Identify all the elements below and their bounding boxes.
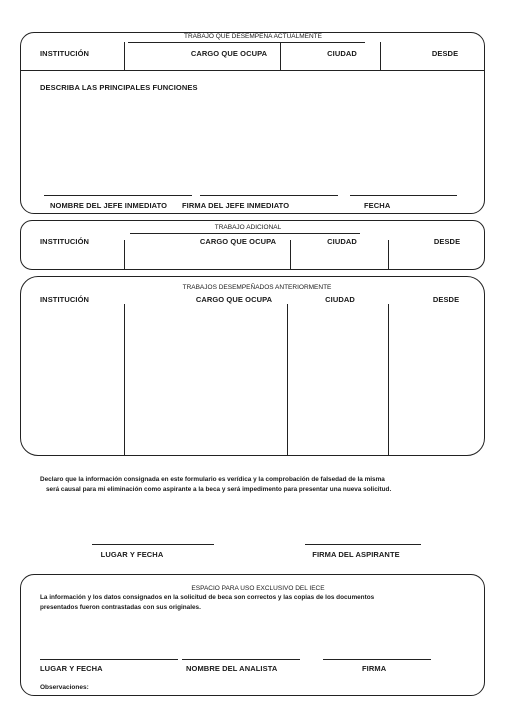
previous-jobs-divider-3 <box>388 304 389 456</box>
office-analista-label: NOMBRE DEL ANALISTA <box>186 664 278 673</box>
fecha-line[interactable] <box>350 195 457 196</box>
current-job-header-rule <box>20 70 485 71</box>
jefe-nombre-label: NOMBRE DEL JEFE INMEDIATO <box>50 201 168 210</box>
previous-jobs-title: TRABAJOS DESEMPEÑADOS ANTERIORMENTE <box>182 284 332 291</box>
funciones-label: DESCRIBA LAS PRINCIPALES FUNCIONES <box>40 83 198 92</box>
previous-jobs-col-cargo: CARGO QUE OCUPA <box>195 295 273 304</box>
current-job-col-institucion: INSTITUCIÓN <box>40 49 90 58</box>
current-job-divider-2 <box>280 42 281 70</box>
firma-aspirante-label: FIRMA DEL ASPIRANTE <box>312 550 400 559</box>
office-use-line-1: La información y los datos consignados en la solicitud de beca son correctos y las copias de los documentos <box>40 594 375 601</box>
previous-jobs-col-desde: DESDE <box>432 295 460 304</box>
current-job-title-rule <box>128 42 365 43</box>
office-firma-label: FIRMA <box>362 664 387 673</box>
office-lugar-fecha-line[interactable] <box>40 659 178 660</box>
additional-job-col-cargo: CARGO QUE OCUPA <box>199 237 277 246</box>
declaration-line-2: será causal para mi eliminación como aspirante a la beca y será impedimento para presentar una nueva solicitud. <box>46 486 392 493</box>
jefe-nombre-line[interactable] <box>44 195 192 196</box>
current-job-col-ciudad: CIUDAD <box>327 49 357 58</box>
office-analista-line[interactable] <box>182 659 300 660</box>
additional-job-divider-2 <box>290 240 291 270</box>
office-use-line-2: presentados fueron contrastadas con sus originales. <box>40 604 201 611</box>
previous-jobs-col-institucion: INSTITUCIÓN <box>40 295 90 304</box>
current-job-title: TRABAJO QUE DESEMPEÑA ACTUALMENTE <box>184 33 322 40</box>
additional-job-col-institucion: INSTITUCIÓN <box>40 237 90 246</box>
current-job-col-cargo: CARGO QUE OCUPA <box>190 49 268 58</box>
current-job-divider-3 <box>380 42 381 70</box>
office-lugar-fecha-label: LUGAR Y FECHA <box>40 664 103 673</box>
jefe-firma-label: FIRMA DEL JEFE INMEDIATO <box>182 201 290 210</box>
declaration-line-1: Declaro que la información consignada en este formulario es verídica y la comprobación de falsedad de la misma <box>40 476 385 483</box>
additional-job-divider-1 <box>124 240 125 270</box>
current-job-divider-1 <box>124 42 125 70</box>
additional-job-title: TRABAJO ADICIONAL <box>214 224 282 231</box>
previous-jobs-divider-2 <box>287 304 288 456</box>
observaciones-label: Observaciones: <box>40 684 89 691</box>
current-job-section <box>20 32 485 214</box>
fecha-label: FECHA <box>364 201 391 210</box>
previous-jobs-col-ciudad: CIUDAD <box>325 295 355 304</box>
additional-job-col-ciudad: CIUDAD <box>327 237 357 246</box>
jefe-firma-line[interactable] <box>200 195 338 196</box>
office-firma-line[interactable] <box>323 659 431 660</box>
additional-job-divider-3 <box>388 240 389 270</box>
additional-job-col-desde: DESDE <box>433 237 461 246</box>
additional-job-title-rule <box>130 233 360 234</box>
lugar-fecha-label: LUGAR Y FECHA <box>100 550 164 559</box>
firma-aspirante-line[interactable] <box>305 544 421 545</box>
previous-jobs-divider-1 <box>124 304 125 456</box>
current-job-col-desde: DESDE <box>431 49 459 58</box>
lugar-fecha-line[interactable] <box>92 544 214 545</box>
office-use-title: ESPACIO PARA USO EXCLUSIVO DEL IECE <box>191 585 325 592</box>
